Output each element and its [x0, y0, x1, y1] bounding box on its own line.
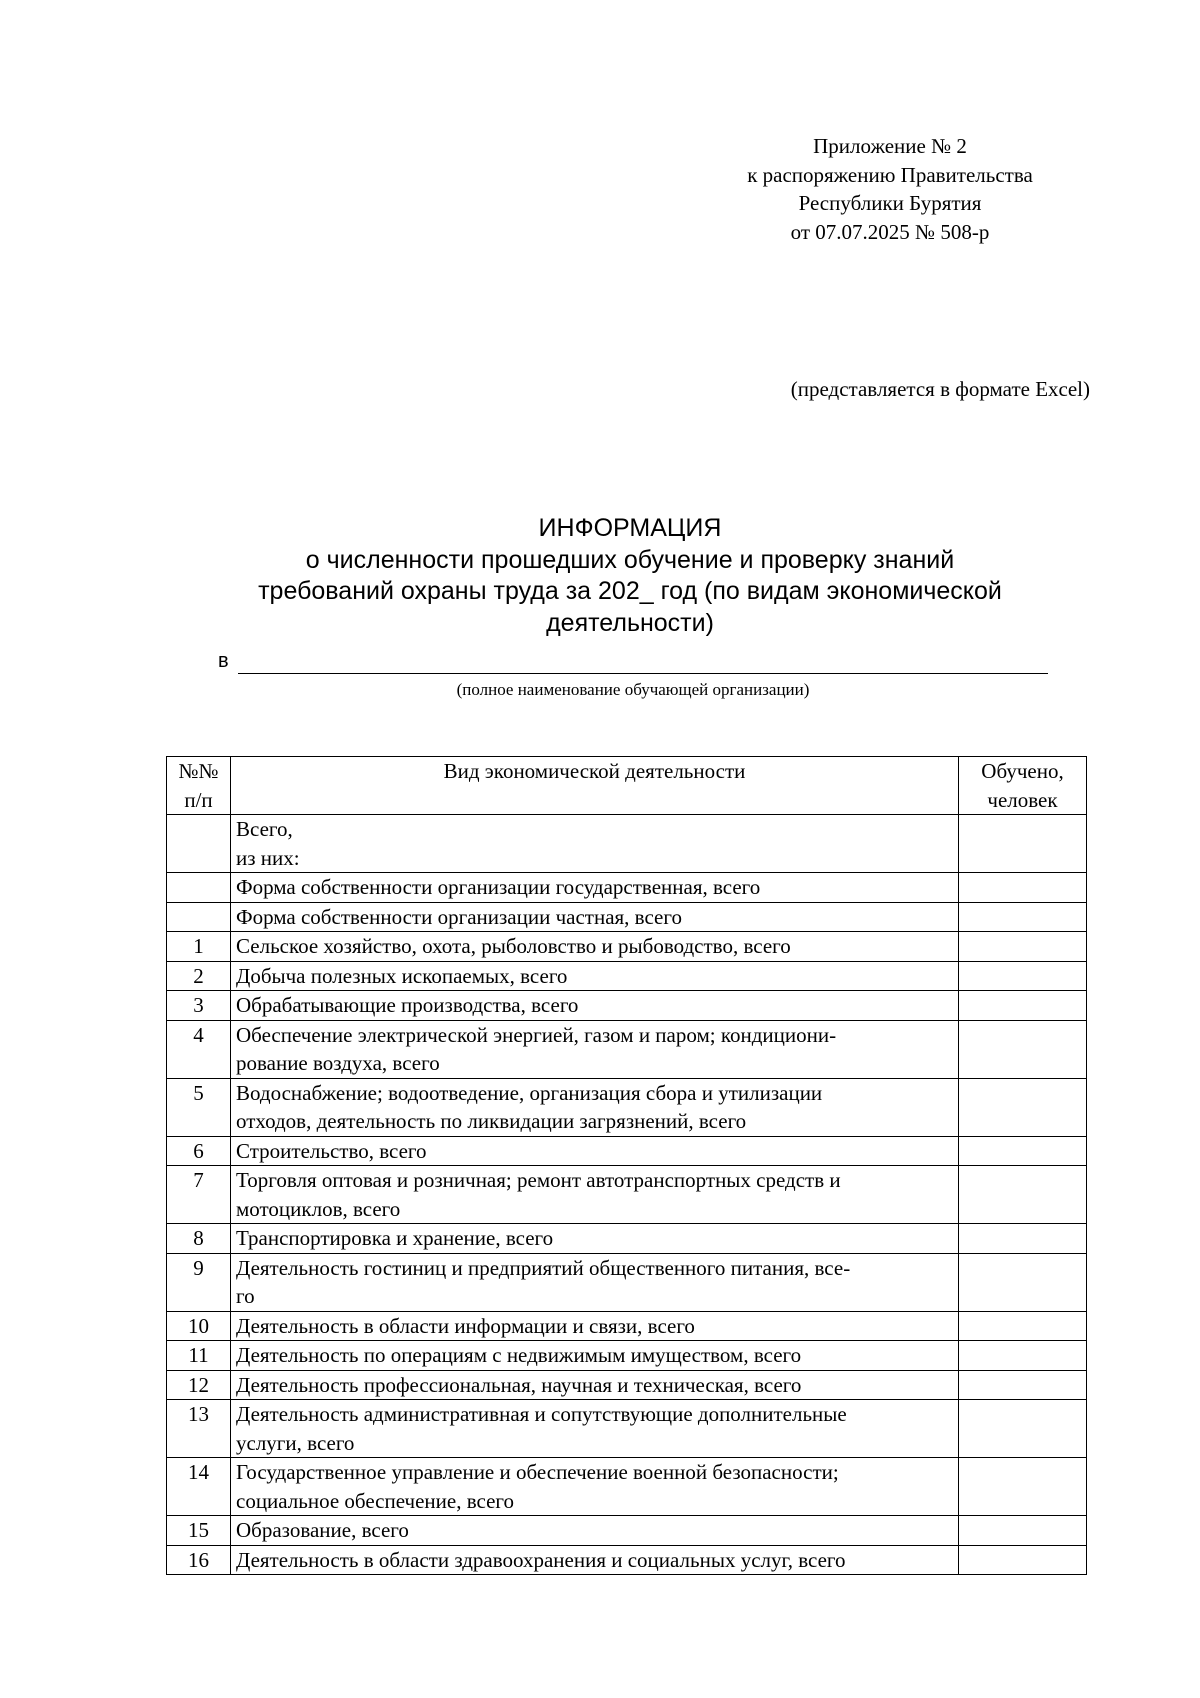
- activity-line: Обеспечение электрической энергией, газом и паром; кондициони-: [236, 1022, 837, 1047]
- appendix-date-number: от 07.07.2025 № 508-р: [790, 219, 990, 244]
- table-row: [167, 815, 1087, 873]
- table-row: [167, 1545, 1087, 1575]
- row-number: 12: [167, 1370, 231, 1400]
- row-activity: [231, 873, 959, 903]
- header-activity: Вид экономической деятельности: [231, 757, 959, 815]
- row-activity: [231, 1341, 959, 1371]
- row-number: 6: [167, 1136, 231, 1166]
- appendix-region: Республики Бурятия: [798, 191, 982, 215]
- header-number: [167, 757, 231, 815]
- row-count-cell[interactable]: [959, 1516, 1087, 1546]
- row-activity: [231, 1370, 959, 1400]
- row-number: 1: [167, 932, 231, 962]
- table-row: [167, 902, 1087, 932]
- activity-line: Сельское хозяйство, охота, рыболовство и рыбоводство, всего: [236, 934, 791, 958]
- row-count-cell[interactable]: [959, 1253, 1087, 1311]
- header-number-line-1: №№: [178, 759, 219, 783]
- row-number: 2: [167, 961, 231, 991]
- activity-line: Государственное управление и обеспечение военной безопасности;: [236, 1460, 839, 1484]
- table-row: [167, 932, 1087, 962]
- table-row: [167, 1370, 1087, 1400]
- activity-line: рование воздуха, всего: [236, 1051, 440, 1075]
- row-activity: [231, 1311, 959, 1341]
- organization-underline[interactable]: [238, 673, 1048, 674]
- row-number: [167, 902, 231, 932]
- row-activity: [231, 932, 959, 962]
- row-activity: [231, 1516, 959, 1546]
- row-count-cell[interactable]: [959, 1545, 1087, 1575]
- appendix-reference: к распоряжению Правительства: [747, 162, 1033, 187]
- row-count-cell[interactable]: [959, 902, 1087, 932]
- table-row: [167, 1166, 1087, 1224]
- row-number: 15: [167, 1516, 231, 1546]
- row-count-cell[interactable]: [959, 961, 1087, 991]
- table-row: [167, 873, 1087, 903]
- activity-line: Деятельность в области информации и связи, всего: [236, 1313, 695, 1338]
- activity-line: Форма собственности организации частная, всего: [236, 904, 682, 929]
- row-number: [167, 815, 231, 873]
- row-activity: [231, 902, 959, 932]
- organization-caption: (полное наименование обучающей организации): [456, 680, 810, 699]
- title-heading: ИНФОРМАЦИЯ: [538, 514, 722, 542]
- table-row: [167, 1020, 1087, 1078]
- activity-line: Деятельность гостиниц и предприятий общественного питания, все-: [236, 1255, 851, 1280]
- row-count-cell[interactable]: [959, 1341, 1087, 1371]
- row-count-cell[interactable]: [959, 1020, 1087, 1078]
- row-number: 11: [167, 1341, 231, 1371]
- row-activity: [231, 1400, 959, 1458]
- row-count-cell[interactable]: [959, 991, 1087, 1021]
- organization-prefix: в: [218, 650, 229, 672]
- table-row: [167, 1224, 1087, 1254]
- activity-line: услуги, всего: [236, 1430, 355, 1455]
- row-activity: [231, 991, 959, 1021]
- table-row: [167, 1516, 1087, 1546]
- row-count-cell[interactable]: [959, 1224, 1087, 1254]
- activity-line: Образование, всего: [236, 1518, 409, 1542]
- row-count-cell[interactable]: [959, 1136, 1087, 1166]
- training-table: [166, 756, 1087, 1575]
- activity-line: Всего,: [236, 817, 293, 841]
- row-activity: [231, 1458, 959, 1516]
- activity-line: Деятельность в области здравоохранения и социальных услуг, всего: [236, 1547, 846, 1572]
- activity-line: Форма собственности организации государственная, всего: [236, 875, 761, 899]
- row-count-cell[interactable]: [959, 1166, 1087, 1224]
- header-count: [959, 757, 1087, 815]
- activity-line: Добыча полезных ископаемых, всего: [236, 963, 568, 988]
- table-row: [167, 1341, 1087, 1371]
- row-activity: [231, 1545, 959, 1575]
- activity-line: Деятельность административная и сопутствующие дополнительные: [236, 1402, 847, 1426]
- row-activity: [231, 1166, 959, 1224]
- activity-line: Деятельность профессиональная, научная и техническая, всего: [236, 1372, 802, 1397]
- header-number-line-2: п/п: [184, 787, 213, 812]
- row-count-cell[interactable]: [959, 1458, 1087, 1516]
- row-number: 8: [167, 1224, 231, 1254]
- activity-line: Обрабатывающие производства, всего: [236, 993, 579, 1017]
- row-activity: [231, 1224, 959, 1254]
- row-activity: [231, 815, 959, 873]
- document-title: [200, 513, 1060, 639]
- row-number: 5: [167, 1078, 231, 1136]
- row-number: 3: [167, 991, 231, 1021]
- title-line-2: требований охраны труда за 202_ год (по видам экономической: [258, 577, 1002, 605]
- activity-line: го: [236, 1284, 255, 1308]
- row-activity: [231, 961, 959, 991]
- table-row: [167, 1136, 1087, 1166]
- title-line-1: о численности прошедших обучение и проверку знаний: [305, 545, 955, 574]
- activity-line: Деятельность по операциям с недвижимым имуществом, всего: [236, 1343, 802, 1367]
- header-count-line-2: человек: [987, 787, 1058, 812]
- table-row: [167, 961, 1087, 991]
- activity-line: социальное обеспечение, всего: [236, 1488, 514, 1513]
- row-number: 4: [167, 1020, 231, 1078]
- table-row: [167, 1400, 1087, 1458]
- appendix-number: Приложение № 2: [813, 134, 967, 158]
- row-activity: [231, 1020, 959, 1078]
- row-count-cell[interactable]: [959, 873, 1087, 903]
- row-count-cell[interactable]: [959, 1400, 1087, 1458]
- row-number: 14: [167, 1458, 231, 1516]
- appendix-header: [700, 132, 1080, 246]
- table-row: [167, 1458, 1087, 1516]
- table-row: [167, 1078, 1087, 1136]
- row-number: 13: [167, 1400, 231, 1458]
- activity-line: Строительство, всего: [236, 1138, 427, 1163]
- organization-field[interactable]: [218, 648, 1048, 678]
- row-count-cell[interactable]: [959, 1311, 1087, 1341]
- row-number: [167, 873, 231, 903]
- activity-line: мотоциклов, всего: [236, 1196, 401, 1221]
- row-count-cell[interactable]: [959, 815, 1087, 873]
- activity-line: Водоснабжение; водоотведение, организация сбора и утилизации: [236, 1080, 823, 1105]
- row-activity: [231, 1253, 959, 1311]
- format-note: (представляется в формате Excel): [790, 377, 1090, 401]
- row-count-cell[interactable]: [959, 1370, 1087, 1400]
- row-count-cell[interactable]: [959, 1078, 1087, 1136]
- title-line-3: деятельности): [546, 608, 714, 637]
- row-number: 10: [167, 1311, 231, 1341]
- row-count-cell[interactable]: [959, 932, 1087, 962]
- row-number: 7: [167, 1166, 231, 1224]
- table-header-row: [167, 757, 1087, 815]
- activity-line: отходов, деятельность по ликвидации загрязнений, всего: [236, 1109, 747, 1133]
- row-activity: [231, 1136, 959, 1166]
- table-row: [167, 1311, 1087, 1341]
- header-count-line-1: Обучено,: [981, 759, 1064, 783]
- table-row: [167, 991, 1087, 1021]
- table-body: [167, 815, 1087, 1575]
- activity-line: из них:: [236, 845, 300, 870]
- row-number: 9: [167, 1253, 231, 1311]
- row-activity: [231, 1078, 959, 1136]
- activity-line: Торговля оптовая и розничная; ремонт автотранспортных средств и: [236, 1168, 841, 1192]
- table-row: [167, 1253, 1087, 1311]
- activity-line: Транспортировка и хранение, всего: [236, 1226, 554, 1250]
- row-number: 16: [167, 1545, 231, 1575]
